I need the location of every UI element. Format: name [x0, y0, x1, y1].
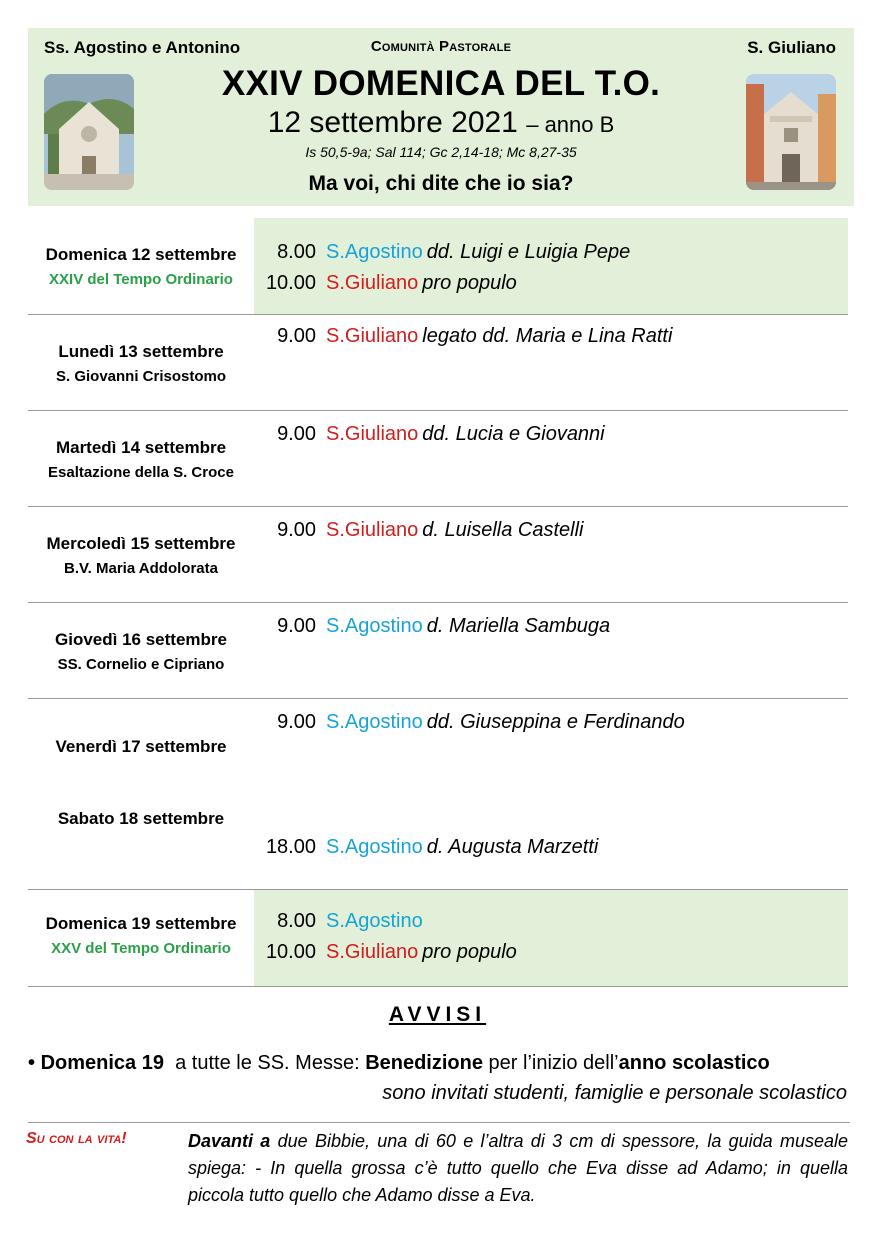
parish-left: Ss. Agostino e Antonino — [44, 38, 241, 57]
mass-entry: 18.00 S.Agostino d. Augusta Marzetti — [265, 836, 599, 858]
mass-entry: 10.00 S.Giuliano pro populo — [265, 941, 517, 963]
schedule-row — [28, 411, 848, 507]
schedule-row — [28, 890, 848, 987]
mass-entry: 9.00 S.Giuliano d. Luisella Castelli — [277, 519, 584, 541]
parish-right: S. Giuliano — [747, 38, 836, 57]
schedule-row — [28, 507, 848, 603]
motto: Ma voi, chi dite che io sia? — [308, 172, 574, 195]
mass-entry: 9.00 S.Agostino d. Mariella Sambuga — [277, 615, 611, 637]
avvisi-note: sono invitati studenti, famiglie e personale scolastico — [382, 1082, 847, 1104]
schedule-row — [28, 699, 848, 890]
day-cell: Giovedì 16 settembre SS. Cornelio e Cipriano — [55, 630, 227, 673]
readings: Is 50,5-9a; Sal 114; Gc 2,14-18; Mc 8,27-35 — [305, 144, 577, 160]
mass-schedule — [28, 218, 848, 987]
avvisi-heading: AVVISI — [388, 1003, 487, 1026]
page-title: XXIV DOMENICA DEL T.O. — [221, 64, 661, 103]
avvisi-item: • Domenica 19 a tutte le SS. Messe: Benedizione per l’inizio dell’anno scolastico — [28, 1052, 770, 1074]
schedule-row — [28, 603, 848, 699]
mass-entry: 8.00 S.Agostino — [277, 910, 423, 932]
mass-entry: 8.00 S.Agostino dd. Luigi e Luigia Pepe — [277, 241, 631, 263]
mass-entry: 9.00 S.Giuliano dd. Lucia e Giovanni — [277, 423, 605, 445]
day-cell: Venerdì 17 settembre — [55, 737, 227, 756]
mass-entry: 10.00 S.Giuliano pro populo — [265, 272, 517, 294]
day-cell: Domenica 12 settembre XXIV del Tempo Ordinario — [45, 245, 237, 288]
day-cell: Lunedì 13 settembre S. Giovanni Crisostomo — [55, 342, 227, 385]
divider — [28, 1122, 850, 1123]
community-label: Comunità Pastorale — [370, 38, 512, 55]
day-cell: Martedì 14 settembre Esaltazione della S. Croce — [48, 438, 234, 481]
footer-joke: Davanti a due Bibbie, una di 60 e l’altra di 3 cm di spessore, la guida museale spiega: - In quella grossa c’è tutto quello che Eva disse ad Adamo; in quella piccola tutto quello che Adamo disse a Eva. — [188, 1131, 848, 1205]
schedule-row — [28, 315, 848, 411]
header-banner — [28, 28, 854, 206]
day-cell: Mercoledì 15 settembre B.V. Maria Addolorata — [46, 534, 236, 577]
footer-label: Su con la vita! — [26, 1130, 127, 1147]
mass-entry: 9.00 S.Giuliano legato dd. Maria e Lina Ratti — [277, 325, 673, 347]
date-line: 12 settembre 2021 – anno B — [267, 106, 615, 139]
mass-entry: 9.00 S.Agostino dd. Giuseppina e Ferdinando — [277, 711, 685, 733]
day-cell: Domenica 19 settembre XXV del Tempo Ordinario — [45, 914, 237, 957]
schedule-row — [28, 218, 848, 315]
day-cell: Sabato 18 settembre — [57, 809, 225, 828]
